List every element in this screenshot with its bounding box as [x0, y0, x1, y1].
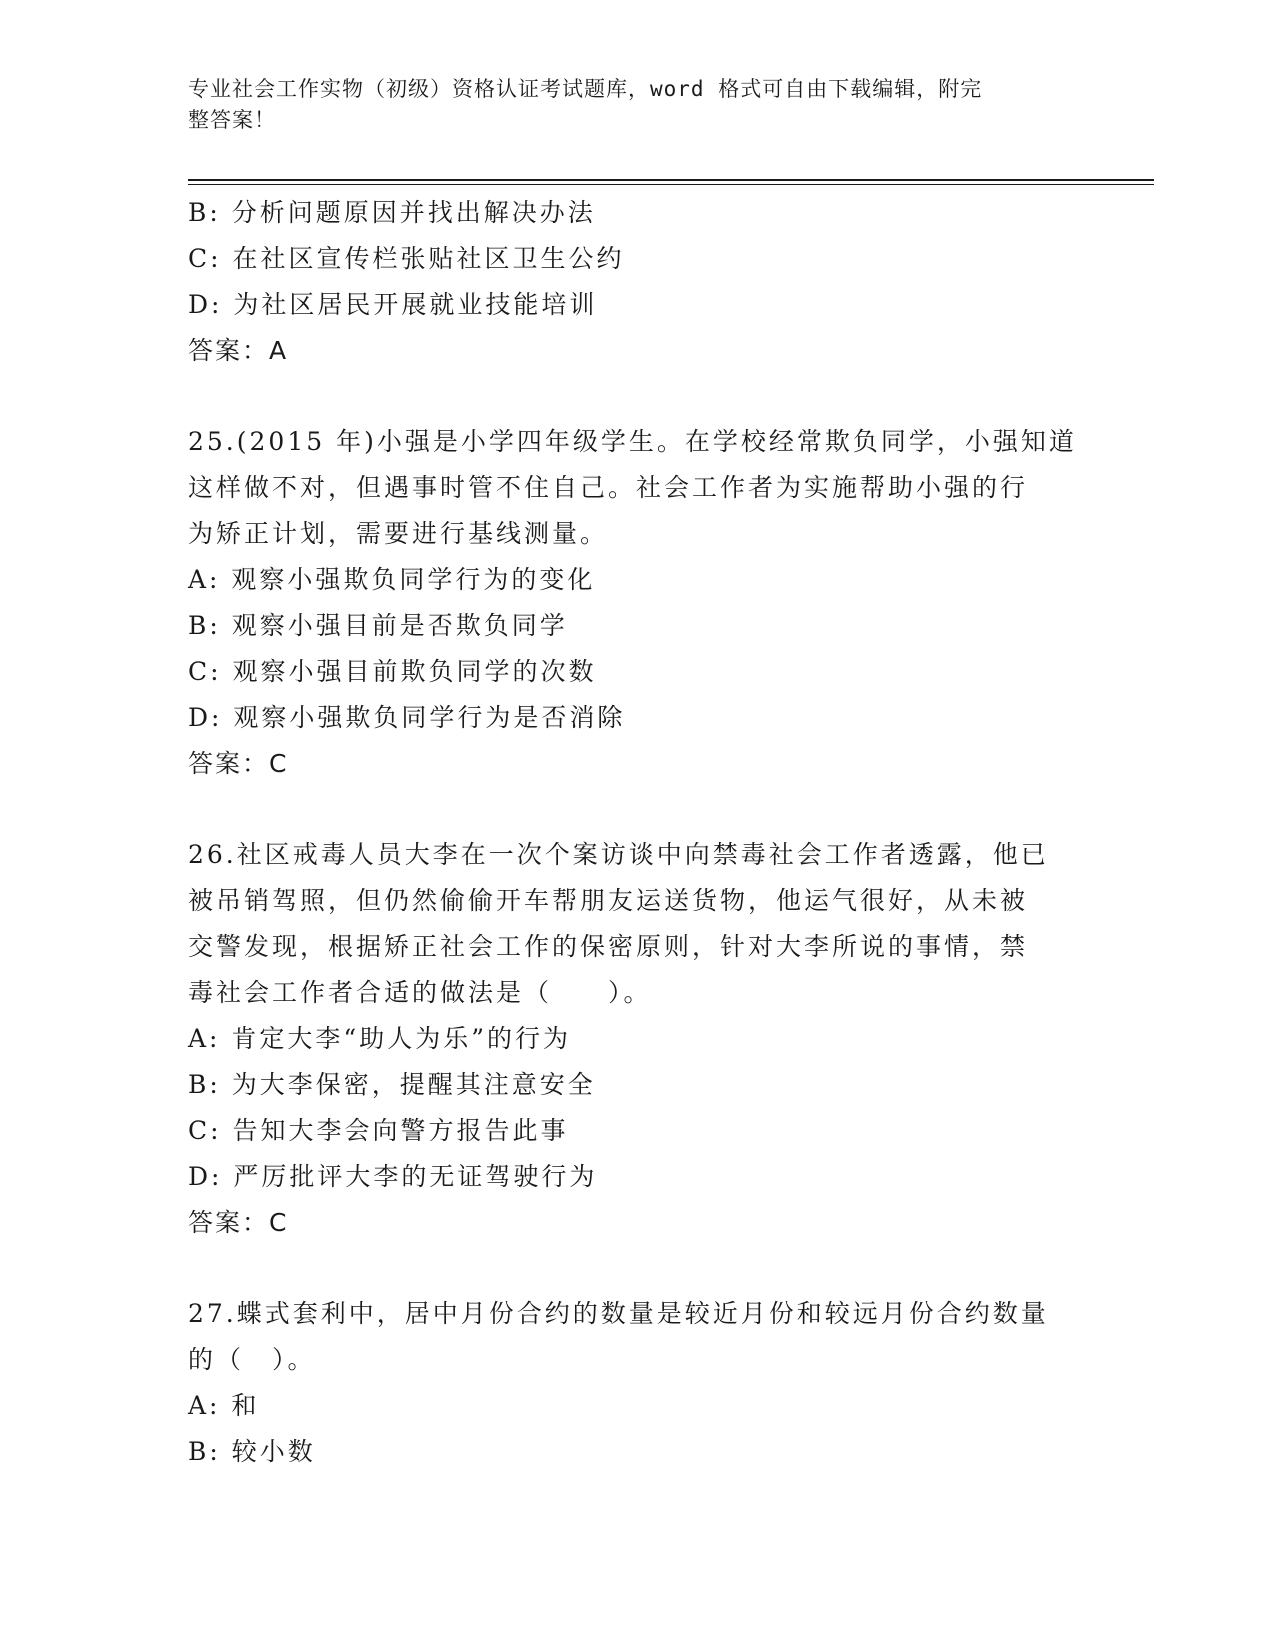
question-stem-line: 这样做不对，但遇事时管不住自己。社会工作者为实施帮助小强的行: [188, 473, 1029, 502]
answer-label: 答案：A: [188, 336, 289, 365]
question-25: [188, 419, 1088, 787]
option-b: B: 观察小强目前是否欺负同学: [188, 611, 568, 640]
option-b: B: 为大李保密，提醒其注意安全: [188, 1070, 596, 1099]
header-rule-thin: [188, 184, 1154, 185]
question-stem-line: 毒社会工作者合适的做法是（ ）。: [188, 978, 652, 1007]
option-a: A: 肯定大李“助人为乐”的行为: [188, 1024, 571, 1053]
option-d: D: 观察小强欺负同学行为是否消除: [188, 703, 626, 732]
option-d: D: 为社区居民开展就业技能培训: [188, 290, 598, 319]
option-c: C: 观察小强目前欺负同学的次数: [188, 657, 597, 686]
option-c: C: 在社区宣传栏张贴社区卫生公约: [188, 244, 625, 273]
question-stem-line: 26.社区戒毒人员大李在一次个案访谈中向禁毒社会工作者透露，他已: [188, 840, 1049, 869]
question-stem-line: 的（ ）。: [188, 1345, 316, 1374]
document-body: [188, 190, 1088, 1475]
question-stem-line: 被吊销驾照，但仍然偷偷开车帮朋友运送货物，他运气很好，从未被: [188, 886, 1029, 915]
option-b: B: 分析问题原因并找出解决办法: [188, 198, 596, 227]
answer-label: 答案：C: [188, 1208, 289, 1237]
question-24: [188, 190, 1088, 374]
page-header: [188, 74, 1068, 136]
option-a: A: 和: [188, 1391, 260, 1420]
answer-label: 答案：C: [188, 749, 289, 778]
option-d: D: 严厉批评大李的无证驾驶行为: [188, 1162, 598, 1191]
question-27: [188, 1291, 1088, 1475]
header-line-2: 整答案！: [188, 108, 276, 132]
question-stem-line: 27.蝶式套利中，居中月份合约的数量是较近月份和较远月份合约数量: [188, 1299, 1049, 1328]
header-line-1: 专业社会工作实物（初级）资格认证考试题库，word 格式可自由下载编辑，附完: [188, 77, 983, 101]
header-rule-thick: [188, 179, 1154, 181]
option-c: C: 告知大李会向警方报告此事: [188, 1116, 569, 1145]
question-stem-line: 为矫正计划，需要进行基线测量。: [188, 519, 609, 548]
question-stem-line: 交警发现，根据矫正社会工作的保密原则，针对大李所说的事情，禁: [188, 932, 1029, 961]
question-26: [188, 832, 1088, 1246]
option-b: B: 较小数: [188, 1437, 316, 1466]
question-stem-line: 25.(2015 年)小强是小学四年级学生。在学校经常欺负同学，小强知道: [188, 427, 1077, 456]
option-a: A: 观察小强欺负同学行为的变化: [188, 565, 596, 594]
